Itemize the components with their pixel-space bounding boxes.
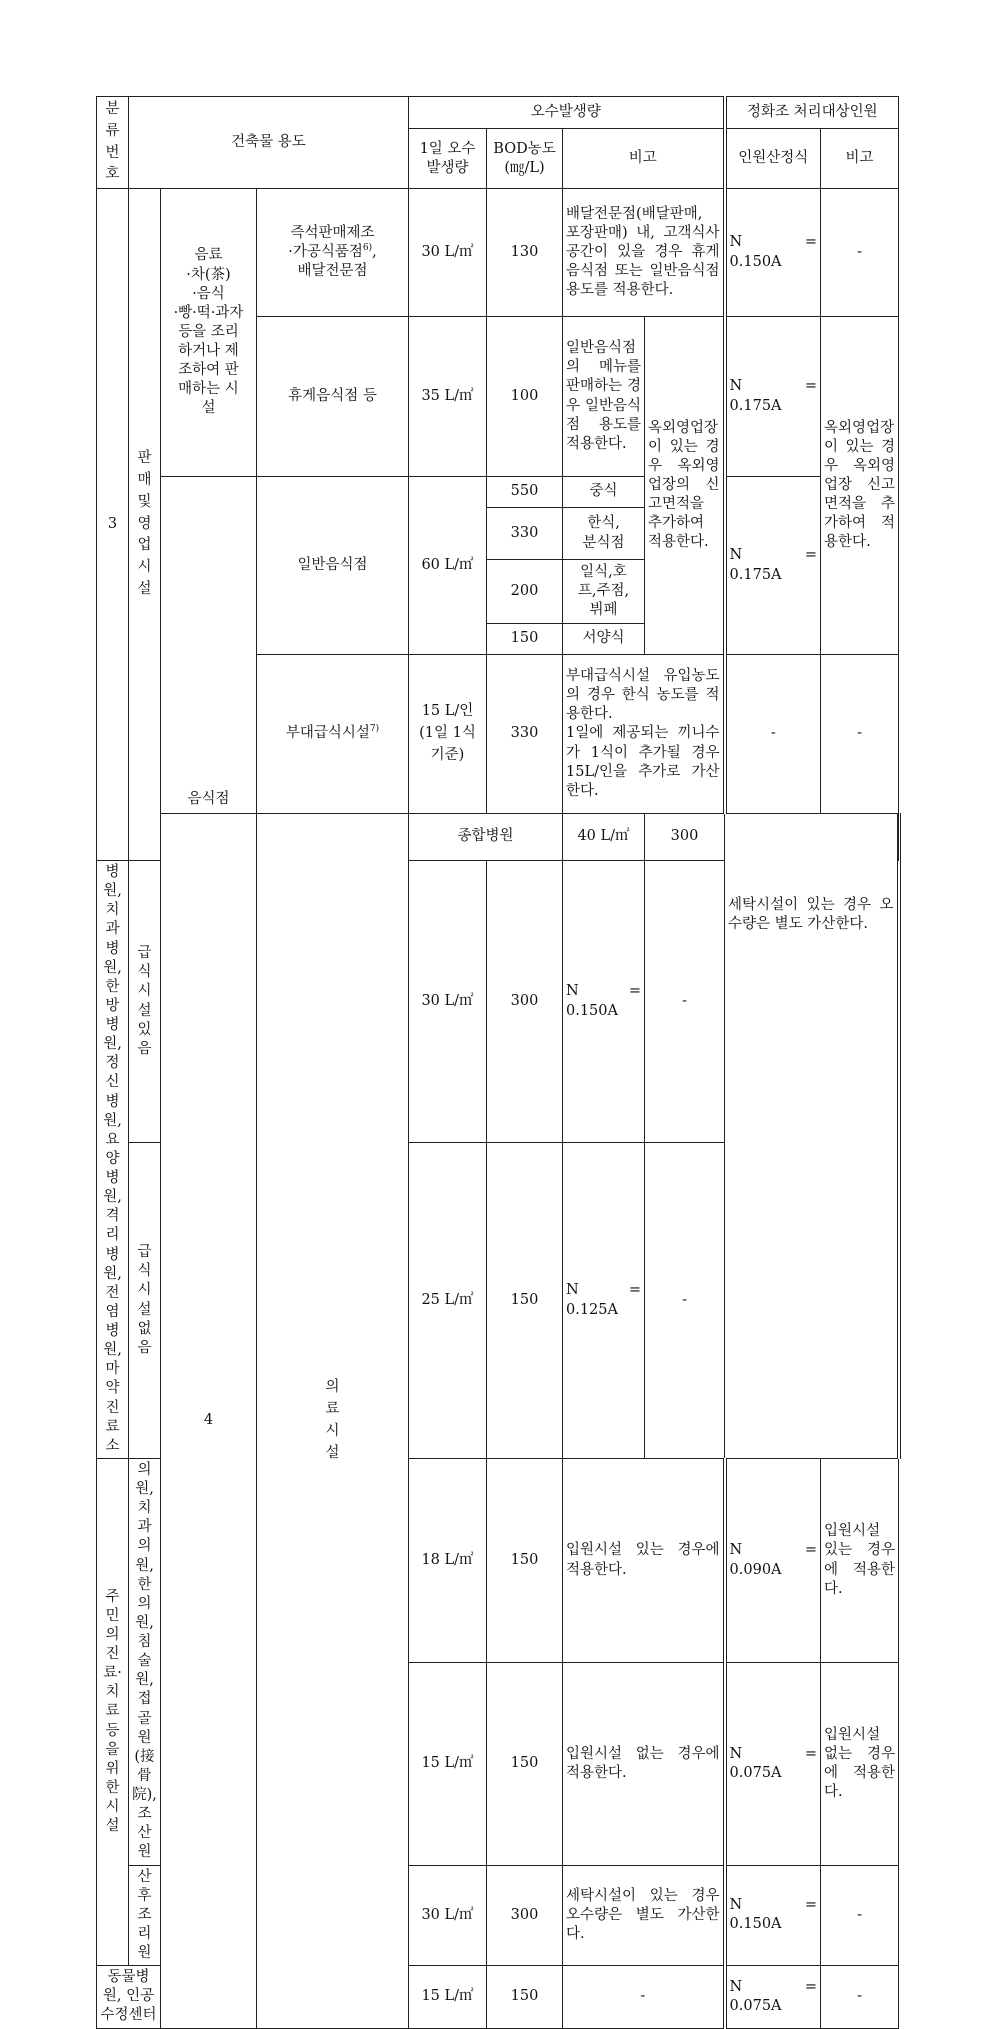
header-septic-group: 정화조 처리대상인원 [725, 97, 899, 129]
sec4-laundry-note: 세탁시설이 있는 경우 오수량은 별도 가산한다. [725, 814, 899, 1459]
sec4-daily-clinic-outpatient: 15 L/㎡ [409, 1663, 487, 1865]
sec3-group2: 음식점 [161, 477, 257, 814]
sec4-note-clinic-inpatient: 입원시설 있는 경우에 적용한다. [563, 1458, 725, 1662]
sewage-table [96, 96, 899, 2029]
header-note: 비고 [563, 129, 725, 189]
sec4-formula-meal-no: N = 0.125A [563, 1143, 645, 1459]
sec4-formula-animal: N = 0.075A [725, 1966, 821, 2028]
sec3-cuisine-korean: 한식, 분식점 [563, 508, 645, 560]
sec3-use-general: 일반음식점 [257, 477, 409, 655]
sec4-bod-clinic-inpatient: 150 [487, 1458, 563, 1662]
sec3-use-rest: 휴게음식점 등 [257, 317, 409, 477]
sec4-no: 4 [161, 814, 257, 2029]
sec4-daily-meal-yes: 30 L/㎡ [409, 861, 487, 1143]
header-septic-note: 비고 [821, 129, 899, 189]
sec4-use-general-hospital: 종합병원 [409, 814, 563, 861]
sec4-septic-note-clinic-inpatient: 입원시설 있는 경우에 적용한다. [821, 1458, 899, 1662]
sec3-note-cafeteria: 부대급식시설 유입농도의 경우 한식 농도를 적용한다. 1일에 제공되는 끼니수가 1식이 추가될 경우 15L/인을 추가로 가산한다. [563, 655, 725, 814]
header-sewage-group: 오수발생량 [409, 97, 725, 129]
sec4-clinic-use: 의원, 치과의원, 한의원, 침술원, 접골원(接骨院), 조산원 [129, 1458, 161, 1865]
sec4-bod-meal-yes: 300 [487, 861, 563, 1143]
sec4-note-clinic-outpatient: 입원시설 없는 경우에 적용한다. [563, 1663, 725, 1865]
sec4-note-animal: - [563, 1966, 725, 2028]
sec4-bod-general-hospital: 300 [645, 814, 725, 861]
sec4-daily-animal: 15 L/㎡ [409, 1966, 487, 2028]
sec4-septic-note-meal-yes: - [645, 861, 725, 1143]
sec4-use-meal-yes: 급식시설 있음 [129, 861, 161, 1143]
sec4-category: 의 료 시 설 [257, 814, 409, 2029]
sec3-cuisine-western: 서양식 [563, 624, 645, 655]
sec3-use-cafeteria: 부대급식시설$^{7)}$ [257, 655, 409, 814]
sec4-hospital-group: 병원, 치과병원, 한방병원, 정신병원, 요양병원, 격리병원, 전염병원, 마약진료소 [97, 861, 129, 1459]
sec4-daily-meal-no: 25 L/㎡ [409, 1143, 487, 1459]
sec3-daily-general: 60 L/㎡ [409, 477, 487, 655]
header-building-use: 건축물 용도 [129, 97, 409, 189]
sec3-daily-rest: 35 L/㎡ [409, 317, 487, 477]
sec3-bod-chinese: 550 [487, 477, 563, 508]
sec4-septic-note-postnatal: - [821, 1865, 899, 1966]
sec4-use-postnatal: 산후조리원 [129, 1865, 161, 1966]
sec4-use-animal: 동물병원, 인공수정센터 [97, 1966, 161, 2028]
sec4-bod-animal: 150 [487, 1966, 563, 2028]
sec3-septic-note-instant: - [821, 189, 899, 317]
sec4-use-meal-no: 급식시설 없음 [129, 1143, 161, 1459]
sec3-daily-cafeteria: 15 L/인 (1일 1식 기준) [409, 655, 487, 814]
sec4-septic-note-clinic-outpatient: 입원시설 없는 경우에 적용한다. [821, 1663, 899, 1865]
sec4-daily-postnatal: 30 L/㎡ [409, 1865, 487, 1966]
sec3-bod-japanese: 200 [487, 560, 563, 624]
sec3-no: 3 [97, 189, 129, 861]
sec3-bod-korean: 330 [487, 508, 563, 560]
sec3-bod-western: 150 [487, 624, 563, 655]
sec4-formula-meal-yes: N = 0.150A [563, 861, 645, 1143]
sec3-outdoor-septic-note: 옥외영업장이 있는 경우 옥외영업장 신고면적을 추가하여 적용한다. [821, 317, 899, 655]
header-formula: 인원산정식 [725, 129, 821, 189]
sec3-formula-instant: N = 0.150A [725, 189, 821, 317]
sec3-note-rest: 일반음식점의 메뉴를 판매하는 경우 일반음식점 용도를 적용한다. [563, 317, 645, 477]
sec4-septic-note-meal-no: - [645, 1143, 725, 1459]
sec4-clinic-group: 주민의 진료· 치료 등을 위한 시설 [97, 1458, 129, 1965]
sec3-cuisine-chinese: 중식 [563, 477, 645, 508]
header-class-no: 분 류 번 호 [97, 97, 129, 189]
sec3-formula-rest: N = 0.175A [725, 317, 821, 477]
sec3-outdoor-note: 옥외영업장이 있는 경우 옥외영업장의 신고면적을 추가하여 적용한다. [645, 317, 725, 655]
header-daily: 1일 오수 발생량 [409, 129, 487, 189]
sec4-formula-postnatal: N = 0.150A [725, 1865, 821, 1966]
sec4-bod-meal-no: 150 [487, 1143, 563, 1459]
sec4-note-postnatal: 세탁시설이 있는 경우 오수량은 별도 가산한다. [563, 1865, 725, 1966]
sec3-septic-note-cafeteria: - [821, 655, 899, 814]
sec4-formula-clinic-inpatient: N = 0.090A [725, 1458, 821, 1662]
sec4-bod-clinic-outpatient: 150 [487, 1663, 563, 1865]
sec3-use-instant: 즉석판매제조 ·가공식품점$^{6)}$, 배달전문점 [257, 189, 409, 317]
sec3-cuisine-japanese: 일식,호 프,주점, 뷔페 [563, 560, 645, 624]
sec3-note-instant: 배달전문점(배달판매, 포장판매) 내, 고객식사 공간이 있을 경우 휴게음식점 또는 일반음식점 용도를 적용한다. [563, 189, 725, 317]
sec4-formula-clinic-outpatient: N = 0.075A [725, 1663, 821, 1865]
sec4-bod-postnatal: 300 [487, 1865, 563, 1966]
header-bod: BOD농도 (㎎/L) [487, 129, 563, 189]
sec3-bod-instant: 130 [487, 189, 563, 317]
sec3-category: 판 매 및 영 업 시 설 [129, 189, 161, 861]
sec3-group1: 음료 ·차(茶) ·음식 ·빵·떡·과자 등을 조리 하거나 제 조하여 판 매하는 시 설 [161, 189, 257, 477]
sec4-septic-note-animal: - [821, 1966, 899, 2028]
sec4-daily-clinic-inpatient: 18 L/㎡ [409, 1458, 487, 1662]
sec3-formula-cafeteria: - [725, 655, 821, 814]
sec3-bod-rest: 100 [487, 317, 563, 477]
sec4-daily-general-hospital: 40 L/㎡ [563, 814, 645, 861]
sec3-formula-general: N = 0.175A [725, 477, 821, 655]
sec3-daily-instant: 30 L/㎡ [409, 189, 487, 317]
sec3-bod-cafeteria: 330 [487, 655, 563, 814]
